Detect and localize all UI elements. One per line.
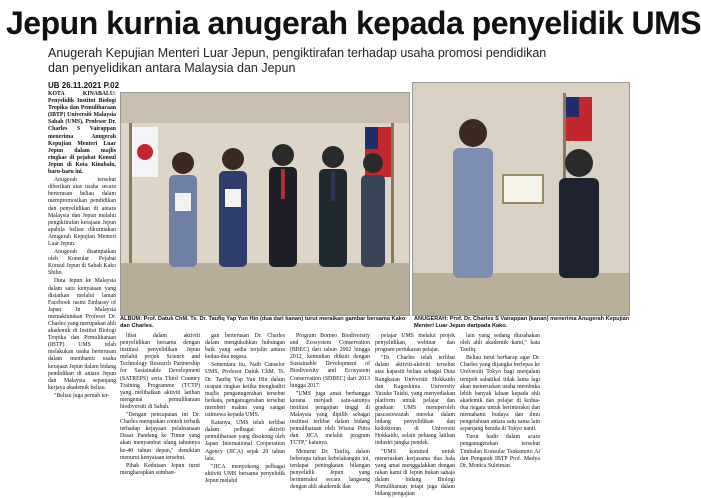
main-photo [120, 92, 410, 316]
paragraph: Sementara itu, Naib Canselor UMS, Profesor Datuk ChM. Ts. Dr. Taufiq Yap Yun Hin dalam ucapan ringkas ketika menghadiri majlis penganugerahan tersebut berkata, penganugerahan tersebut memberi makna yang sangat istimewa kepada UMS. [205, 362, 285, 419]
lead-paragraph: KOTA KINABALU: Penyelidik Institut Biologi Tropika dan Pemuliharaan (IBTP) Universiti Malaysia Sabah (UMS), Profesor Dr. Charles S Vairappan menerima Anugerah Kepujian Menteri Luar Jepun dalam majlis ringkas di pejabat Konsul Jepun di Kota Kinabalu, baru-baru ini. [48, 91, 116, 176]
article-column-2 [120, 333, 200, 448]
paragraph: "Dr. Charles telah terlibat dalam aktiviti-aktiviti tersebut atas kapasiti beliau sebagai Duta Rangkaian Universiti Hokkaido dan Kagoshima University Yusuke Taishi, yang menyediakan platform untuk pelajar dan graduan UMS memperoleh pascasiswazah mereka dalam bidang penyelidikan dan kedoktoran di Universiti Hokkaido, selain peluang latihan industri jangka pendek. [375, 355, 455, 447]
main-photo-caption: ALBUM: Prof. Datuk ChM. Ts. Dr. Taufiq Yap Yun Hin (dua dari kanan) turut meraikan gambar bersama Kako dan Charles. [120, 316, 410, 330]
date-page-stamp: UB 26.11.2021 P.02 [48, 81, 119, 90]
paragraph: libat dalam aktiviti penyelidikan bersama dengan institusi penyelidikan Jepun melalui projek Science and Technology Research Partnership for Sustainable Development (SATREPS) serta Third Country Training Programme (TCTP) yang melibatkan aktiviti latihan mengenai pemuliharaan biodiversiti di Sabah. [120, 333, 200, 411]
paragraph: Anugerah disampaikan oleh Konsular Pejabat Konsul Jepun di Sabah Kako Shiho. [48, 249, 116, 277]
paragraph: Anugerah tersebut diberikan atas usaha secara berterusan beliau dalam mempromosikan pendidikan dan penyelidikan di antara Malaysia dan Jepun melalui pengiktirafan kerajaan Jepun apabila beliau dikurniakan Anugerah Kepujian Menteri Luar Jepun. [48, 177, 116, 248]
paragraph: "UMS komited untuk meneruskan kerjasama dua hala yang amat menggalakkan dengan rakan kami di Jepun bukan sahaja dalam bidang Biologi Pemuliharaan tetapi juga dalam bidang pengajian [375, 449, 455, 498]
award-ceremony-photo [121, 93, 409, 315]
paragraph: "UMS juga amat berbangga kerana menjadi satu-satunya institusi pengajian tinggi di Malaysia yang dipilih sebagai institusi terlibat dalam bidang pemuliharaan oleh Wisma Putra dan JICA melalui program TCTP," katanya. [290, 391, 370, 448]
right-photo [412, 82, 630, 316]
paragraph: Beliau turut berharap agar Dr. Charles yang dijangka berlepas ke Universiti Tokyo bagi menjalani tempoh sabatikal tidak lama lagi akan meneruskan usaha membuka lebih banyak laluan kepada ahli akademik dan pelajar di kedua-dua negara untuk berinteraksi dan memahami budaya dan ilmu pengetahuan antara satu sama lain sepanjang berada di Tokyo nanti. [460, 355, 540, 433]
paragraph: lain yang sedang diusahakan oleh ahli akademik kami," kata Taufiq. [460, 333, 540, 354]
paragraph: "Dengan pencapaian ini Dr. Charles merupakan contoh terbaik terhadap kejayaan pelaksanaan Dasar Pandang ke Timur yang akan menyambut ulang tahunnya ke-40 tahun depan," demikian menurut kenyataan tersebut. [120, 412, 200, 462]
article-column-4 [290, 333, 370, 448]
headline: Jepun kurnia anugerah kepada penyelidik UMS [6, 3, 634, 45]
paragraph: Turut hadir dalam acara penganugerahan tersebut Timbalan Konsular Tsukamoto Ai dan Pengarah IBTP Prof. Madya Dr. Monica Suleiman. [460, 434, 540, 469]
article-column-6 [460, 333, 540, 448]
paragraph: Katanya, UMS telah terlibat dalam pelbagai aktiviti pemuliharaan yang disokong oleh Japan International Cooperation Agency (JICA) sejak 20 tahun lalu. [205, 420, 285, 463]
paragraph: Menurut Dr. Taufiq, dalam beberapa tahun kebelakangan ini, terdapat peningkatan bilangan penyelidik Jepun yang berinteraksi secara langsung dengan ahli akademik dan [290, 449, 370, 492]
award-handover-photo [413, 83, 629, 315]
article-column-3 [205, 333, 285, 448]
subheadline: Anugerah Kepujian Menteri Luar Jepun, pengiktirafan terhadap usaha promosi pendidikan dan penyelidikan antara Malaysia dan Jepun [48, 46, 568, 76]
paragraph: "Beliau juga pernah ter- [48, 393, 116, 400]
article-column-1 [48, 91, 116, 446]
paragraph: Program Borneo Biodiversity and Ecosystem Conservation (BBEC) dari tahun 2002 hingga 2012, kemudian diikuti dengan Sustainable Development of Biodiversity and Ecosystem Conservation (SDBEC) dari 2013 hingga 2017. [290, 333, 370, 390]
article-column-5 [375, 333, 455, 448]
paragraph: Duta Jepun ke Malaysia dalam satu kenyataan yang disiarkan melalui laman Facebook rasmi Embassy of Japan In Malaysia memaklumkan Profesor Dr. Charles yang merupakan ahli akademik di Institut Biologi Tropika dan Pemuliharaan (IBTP) UMS telah melakukan usaha berterusan dalam membantu usaha kerajaan Jepun dalam bidang pendidikan di antara Jepun dan Malaysia sepanjang kerjaya akademik beliau. [48, 278, 116, 392]
right-photo-caption: ANUGERAH: Prof. Dr. Charles S Vairappan (kanan) menerima Anugerah Kepujian Menteri Luar Jepun daripada Kako. [414, 316, 630, 330]
paragraph: gan berterusan Dr. Charles dalam mengukuhkan hubungan baik yang sedia terjalin antara kedua-dua negara. [205, 333, 285, 361]
paragraph: pelajar UMS melalui projek penyelidikan, webinar dan program pertukaran pelajar. [375, 333, 455, 354]
paragraph: Pihak Kedutaan Jepun turut mengharapkan sumban- [120, 463, 200, 477]
paragraph: "JICA menyokong pelbagai aktiviti UMS bersama penyelidik Jepun melalui [205, 464, 285, 485]
